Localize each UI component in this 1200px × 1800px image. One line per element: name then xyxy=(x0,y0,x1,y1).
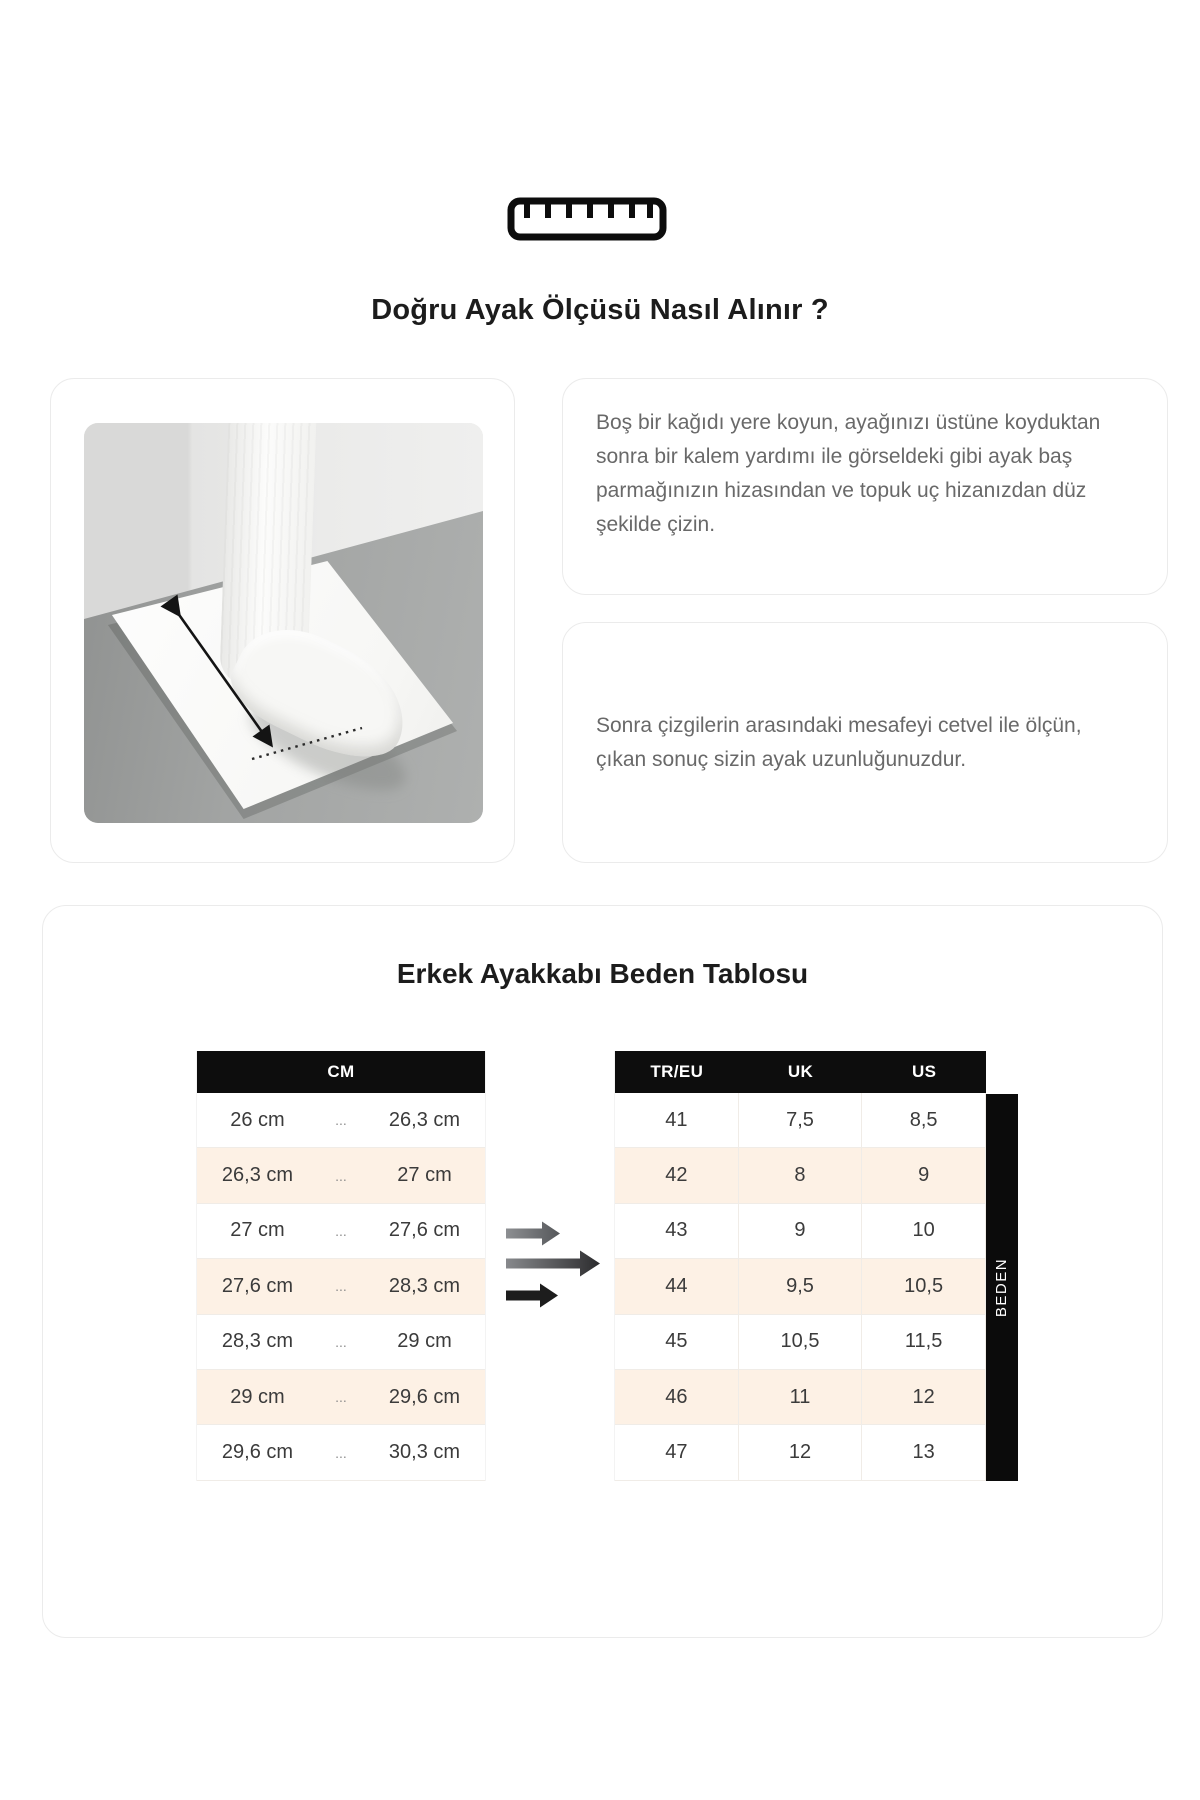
size-cell: 8 xyxy=(739,1148,863,1202)
cm-table xyxy=(196,1051,486,1481)
foot-measurement-photo xyxy=(84,423,483,823)
size-cell: 12 xyxy=(739,1425,863,1479)
cm-table-header: CM xyxy=(197,1051,485,1093)
table-row xyxy=(197,1204,485,1259)
size-table-header xyxy=(615,1051,986,1093)
measure-arrow-icon xyxy=(84,423,483,823)
beden-side-label: BEDEN xyxy=(993,1257,1011,1318)
cm-to: 26,3 cm xyxy=(388,1108,461,1131)
size-chart-title: Erkek Ayakkabı Beden Tablosu xyxy=(396,958,809,989)
table-row xyxy=(197,1425,485,1480)
size-cell: 42 xyxy=(615,1148,739,1202)
foot-photo-card xyxy=(50,378,515,863)
size-cell: 46 xyxy=(615,1370,739,1424)
cm-to: 27 cm xyxy=(397,1164,452,1187)
table-row xyxy=(197,1259,485,1314)
size-cell: 45 xyxy=(615,1315,739,1369)
size-cell: 9,5 xyxy=(739,1259,863,1313)
range-separator: ... xyxy=(335,1278,347,1295)
cm-from: 26,3 cm xyxy=(221,1164,294,1187)
cm-from: 26 cm xyxy=(230,1108,285,1131)
conversion-arrows-icon xyxy=(503,1216,603,1316)
cm-to: 29 cm xyxy=(397,1330,452,1353)
size-cell: 8,5 xyxy=(862,1093,986,1147)
size-cell: 11,5 xyxy=(862,1315,986,1369)
size-cell: 41 xyxy=(615,1093,739,1147)
cm-to: 27,6 cm xyxy=(388,1219,461,1242)
cm-to: 28,3 cm xyxy=(388,1274,461,1297)
size-cell: 10,5 xyxy=(739,1315,863,1369)
instruction-text-2: Sonra çizgilerin arasındaki mesafeyi cetvel ile ölçün, çıkan sonuç sizin ayak uzunluğunuzdur. xyxy=(596,713,1082,771)
cm-from: 28,3 cm xyxy=(221,1330,294,1353)
table-row xyxy=(197,1093,485,1148)
cm-from: 27 cm xyxy=(230,1219,285,1242)
range-separator: ... xyxy=(335,1112,347,1129)
size-cell: 13 xyxy=(862,1425,986,1479)
size-chart-card xyxy=(42,905,1163,1638)
table-row xyxy=(615,1370,986,1425)
table-row xyxy=(197,1315,485,1370)
cm-from: 27,6 cm xyxy=(221,1274,294,1297)
table-row xyxy=(615,1093,986,1148)
table-row xyxy=(615,1315,986,1370)
instruction-card-2 xyxy=(562,622,1168,863)
size-cell: 44 xyxy=(615,1259,739,1313)
cm-from: 29,6 cm xyxy=(221,1441,294,1464)
size-cell: 10 xyxy=(862,1204,986,1258)
range-separator: ... xyxy=(335,1167,347,1184)
size-cell: 11 xyxy=(739,1370,863,1424)
size-table xyxy=(614,1051,986,1481)
range-separator: ... xyxy=(335,1444,347,1461)
table-row xyxy=(197,1370,485,1425)
instruction-card-1 xyxy=(562,378,1168,595)
beden-side-bar xyxy=(986,1094,1018,1481)
size-cell: 7,5 xyxy=(739,1093,863,1147)
size-cell: 9 xyxy=(862,1148,986,1202)
ruler-icon xyxy=(507,197,667,241)
table-row xyxy=(615,1148,986,1203)
size-cell: 9 xyxy=(739,1204,863,1258)
instruction-text-1: Boş bir kağıdı yere koyun, ayağınızı üstüne koyduktan sonra bir kalem yardımı ile görseldeki gibi ayak baş parmağınızın hizasından ve topuk uç hizanızdan düz şekilde çizin. xyxy=(596,411,1101,536)
table-row xyxy=(615,1204,986,1259)
cm-to: 30,3 cm xyxy=(388,1441,461,1464)
header-tr-eu: TR/EU xyxy=(650,1062,704,1081)
cm-from: 29 cm xyxy=(230,1385,285,1408)
size-cell: 10,5 xyxy=(862,1259,986,1313)
header-uk: UK xyxy=(787,1062,814,1081)
range-separator: ... xyxy=(335,1389,347,1406)
table-row xyxy=(615,1425,986,1480)
range-separator: ... xyxy=(335,1222,347,1239)
size-cell: 43 xyxy=(615,1204,739,1258)
table-row xyxy=(197,1148,485,1203)
table-row xyxy=(615,1259,986,1314)
page-title: Doğru Ayak Ölçüsü Nasıl Alınır ? xyxy=(371,294,829,326)
header-us: US xyxy=(911,1062,937,1081)
cm-to: 29,6 cm xyxy=(388,1385,461,1408)
range-separator: ... xyxy=(335,1333,347,1350)
size-cell: 47 xyxy=(615,1425,739,1479)
size-cell: 12 xyxy=(862,1370,986,1424)
